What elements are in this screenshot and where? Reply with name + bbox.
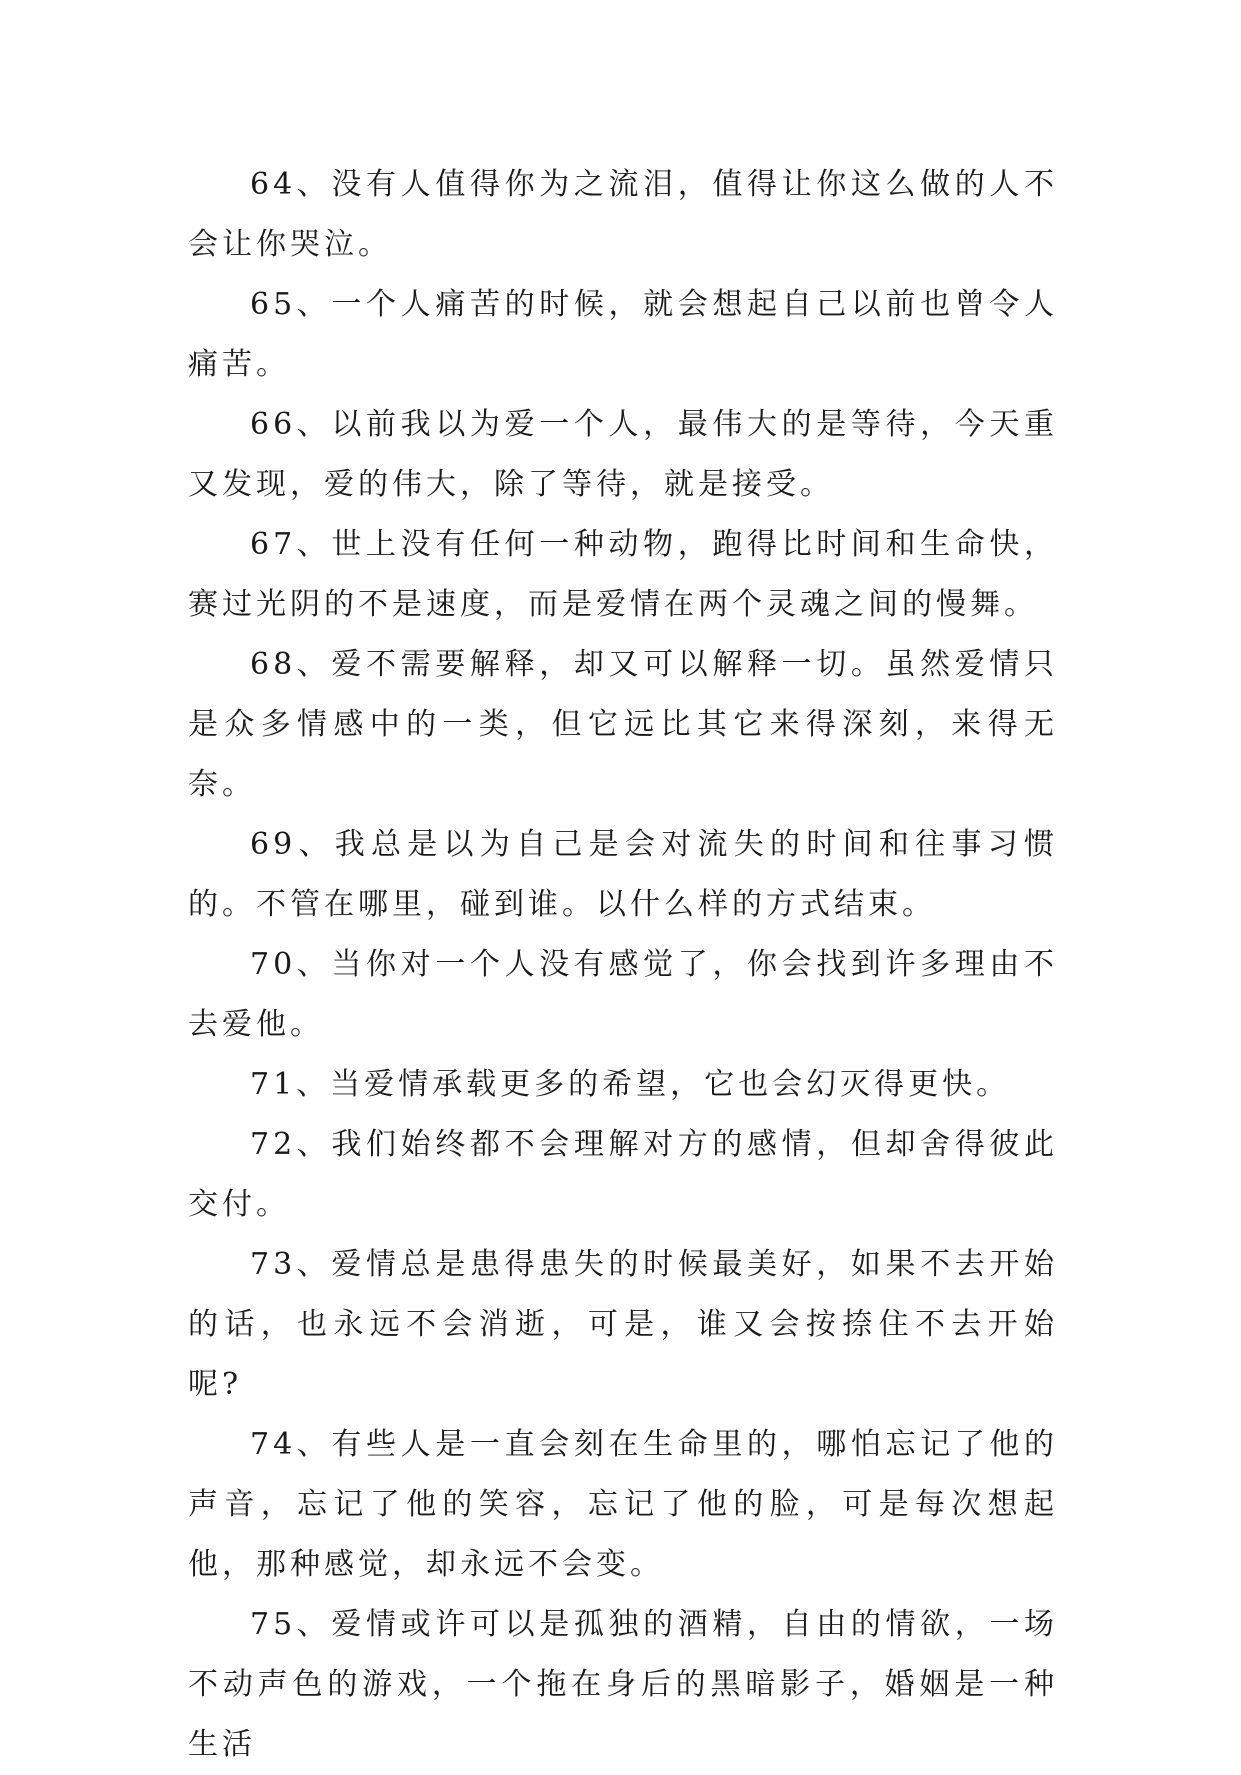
paragraph-65: 65、一个人痛苦的时候，就会想起自己以前也曾令人痛苦。 [188,287,1058,382]
paragraph-64: 64、没有人值得你为之流泪，值得让你这么做的人不会让你哭泣。 [188,167,1058,262]
paragraph-67: 67、世上没有任何一种动物，跑得比时间和生命快，赛过光阴的不是速度，而是爱情在两个灵魂之间的慢舞。 [188,527,1058,622]
document-body [188,155,1058,1775]
paragraph-71: 71、当爱情承载更多的希望，它也会幻灭得更快。 [250,1067,1011,1102]
paragraph-70: 70、当你对一个人没有感觉了，你会找到许多理由不去爱他。 [188,947,1058,1042]
paragraph-72: 72、我们始终都不会理解对方的感情，但却舍得彼此交付。 [188,1127,1058,1222]
paragraph-75: 75、爱情或许可以是孤独的酒精，自由的情欲，一场不动声色的游戏，一个拖在身后的黑暗影子，婚姻是一种生活 [188,1607,1058,1762]
paragraph-69: 69、我总是以为自己是会对流失的时间和往事习惯的。不管在哪里，碰到谁。以什么样的方式结束。 [188,827,1058,922]
paragraph-68: 68、爱不需要解释，却又可以解释一切。虽然爱情只是众多情感中的一类，但它远比其它来得深刻，来得无奈。 [188,647,1058,802]
paragraph-74: 74、有些人是一直会刻在生命里的，哪怕忘记了他的声音，忘记了他的笑容，忘记了他的脸，可是每次想起他，那种感觉，却永远不会变。 [188,1427,1058,1582]
paragraph-66: 66、以前我以为爱一个人，最伟大的是等待，今天重又发现，爱的伟大，除了等待，就是接受。 [188,407,1058,502]
paragraph-73: 73、爱情总是患得患失的时候最美好，如果不去开始的话，也永远不会消逝，可是，谁又会按捺住不去开始呢? [188,1247,1058,1402]
